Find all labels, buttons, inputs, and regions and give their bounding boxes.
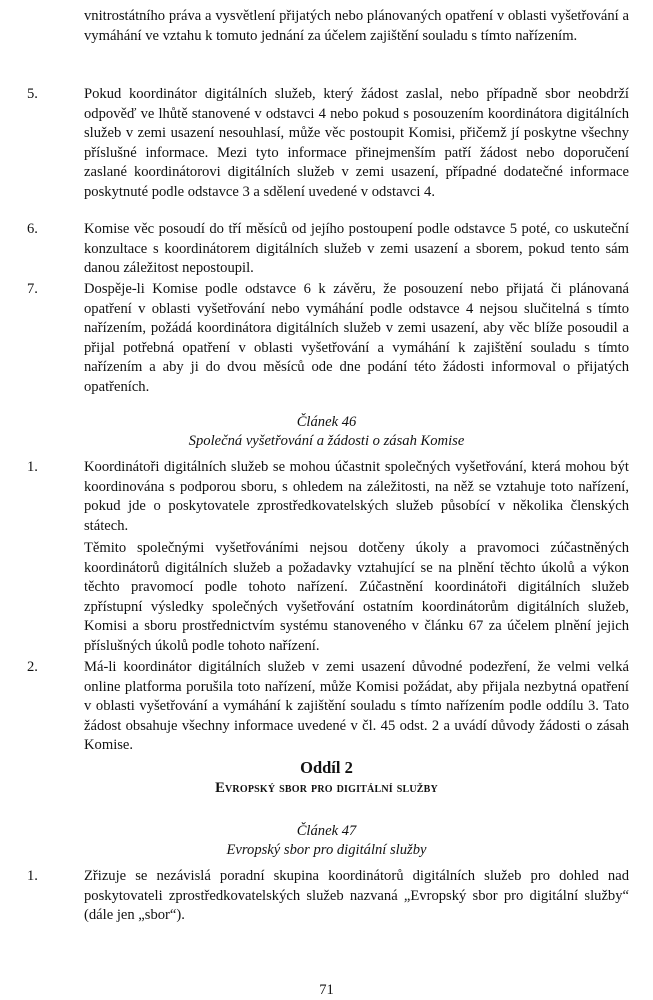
article-46-paragraph-number-2: 2. bbox=[27, 659, 38, 675]
article-46-heading: Článek 46 bbox=[296, 414, 357, 430]
paragraph-number-5: 5. bbox=[27, 86, 38, 102]
article-47-heading: Článek 47 bbox=[296, 823, 357, 839]
article-46-paragraph-2: Má-li koordinátor digitálních služeb v zemi usazení důvodné podezření, že velmi velká online platforma porušila toto nařízení, může Komisi požádat, aby přijala nezbytná opatření v oblasti vyšetřování a vymáhání k zajištění souladu s tímto nařízením podle oddílu 3. Tato žádost obsahuje všechny informace uvedené v čl. 45 odst. 2 a uvádí důvody žádosti o zásah Komise. bbox=[84, 659, 629, 754]
paragraph-7: Dospěje-li Komise podle odstavce 6 k závěru, že posouzení nebo přijatá či plánovaná opatření v oblasti vyšetřování nebo vymáhání podle odstavce 4 nejsou slučitelná s tímto nařízením, požádá koordinátora digitálních služeb v zemi usazení, aby věc blíže posoudil a přijal potřebná opatření v oblasti vyšetřování a vymáhání k zajištění souladu s tímto nařízením a aby ji do dvou měsíců ode dne podání této žádosti informoval o přijatých opatřeních. bbox=[84, 281, 629, 395]
section-subtitle: Evropský sbor pro digitální služby bbox=[215, 780, 438, 796]
article-47-paragraph-1: Zřizuje se nezávislá poradní skupina koordinátorů digitálních služeb pro dohled nad poskytovateli zprostředkovatelských služeb nazvaná „Evropský sbor pro digitální služby“ (dále jen „sbor“). bbox=[84, 868, 629, 924]
paragraph-number-7: 7. bbox=[27, 281, 38, 297]
paragraph-6: Komise věc posoudí do tří měsíců od jejího postoupení podle odstavce 5 poté, co uskuteční konzultace s koordinátorem digitálních služeb v zemi usazení a sborem, pokud tento sám danou záležitost nepostoupil. bbox=[84, 221, 629, 277]
article-46-paragraph-1: Koordinátoři digitálních služeb se mohou účastnit společných vyšetřování, která mohou být koordinována s podporou sboru, s ohledem na záležitosti, na něž se vztahuje toto nařízení, pokud jde o poskytovatele zprostředkovatelských služeb působící v několika členských státech. bbox=[84, 459, 629, 534]
paragraph-number-6: 6. bbox=[27, 221, 38, 237]
article-46-title: Společná vyšetřování a žádosti o zásah Komise bbox=[188, 433, 465, 449]
paragraph-continuation: vnitrostátního práva a vysvětlení přijatých nebo plánovaných opatření v oblasti vyšetřování a vymáhání ve vztahu k tomuto jednání za účelem zajištění souladu s tímto nařízením. bbox=[84, 8, 629, 44]
article-47-title: Evropský sbor pro digitální služby bbox=[226, 842, 427, 858]
page-number: 71 bbox=[319, 981, 334, 998]
article-46-paragraph-number-1: 1. bbox=[27, 459, 38, 475]
article-47-paragraph-number-1: 1. bbox=[27, 868, 38, 884]
section-title: Oddíl 2 bbox=[300, 758, 353, 777]
article-46-paragraph-1-continued: Těmito společnými vyšetřováními nejsou dotčeny úkoly a pravomoci zúčastněných koordinátorů digitálních služeb a požadavky vztahující se na plnění těchto úkolů a výkon těchto pravomocí podle tohoto nařízení. Zúčastnění koordinátoři digitálních služeb zpřístupní výsledky společných vyšetřování ostatním koordinátorům digitálních služeb, Komisi a sboru prostřednictvím systému stanoveného v článku 67 za účelem plnění jejich příslušných úkolů podle tohoto nařízení. bbox=[84, 540, 629, 654]
paragraph-5: Pokud koordinátor digitálních služeb, který žádost zaslal, nebo případně sbor neobdrží odpověď ve lhůtě stanovené v odstavci 4 nebo pokud s posouzením koordinátora digitálních služeb v zemi usazení nesouhlasí, může věc postoupit Komisi, přičemž jí poskytne všechny příslušné informace. Mezi tyto informace přinejmenším patří žádost nebo doporučení zaslané koordinátorovi digitálních služeb v zemi usazení, případné dodatečné informace poskytnuté podle odstavce 3 a sdělení uvedené v odstavci 4. bbox=[84, 86, 629, 200]
